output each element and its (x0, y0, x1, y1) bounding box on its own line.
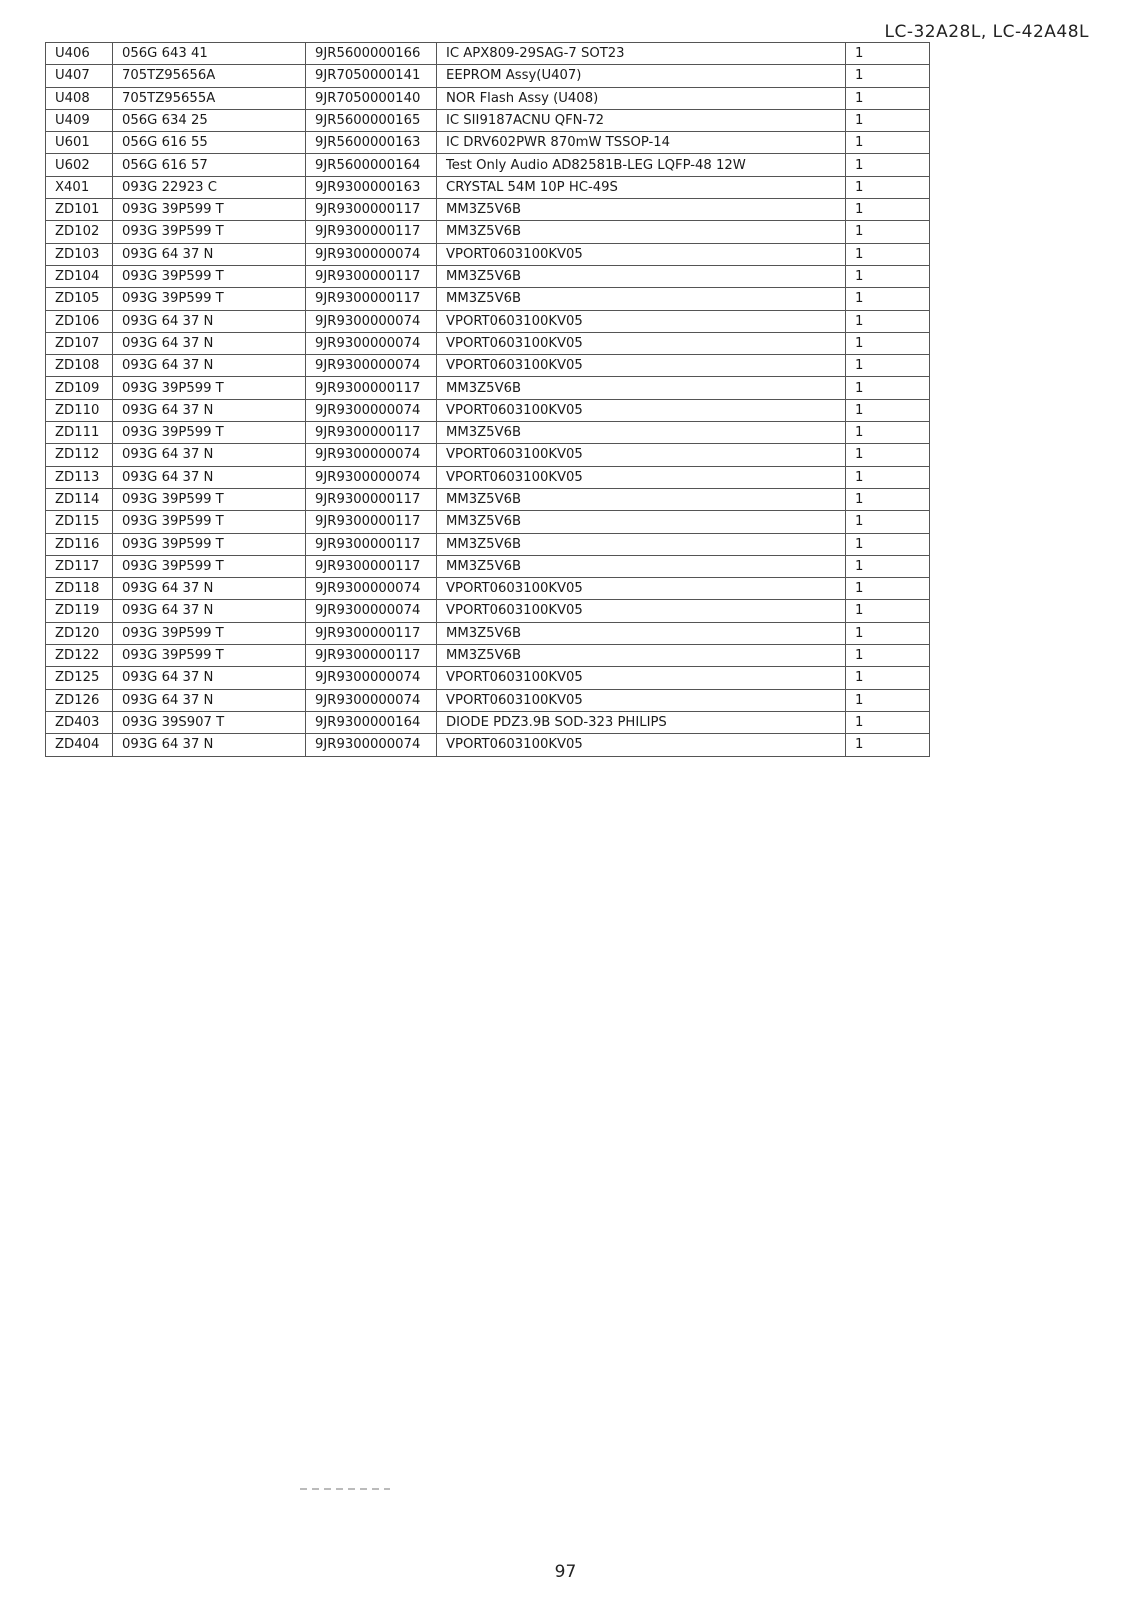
quantity-cell: 1 (846, 444, 930, 466)
description-cell: MM3Z5V6B (437, 533, 846, 555)
table-row (46, 667, 930, 689)
quantity-cell: 1 (846, 399, 930, 421)
quantity-cell: 1 (846, 734, 930, 756)
quantity-cell: 1 (846, 533, 930, 555)
table-row (46, 555, 930, 577)
service-code-cell: 9JR9300000074 (306, 310, 437, 332)
service-code-cell: 9JR9300000074 (306, 243, 437, 265)
part-number-cell: 093G 64 37 N (113, 243, 306, 265)
part-number-cell: 093G 39P599 T (113, 265, 306, 287)
ref-designator-cell: X401 (46, 176, 113, 198)
table-row (46, 533, 930, 555)
description-cell: VPORT0603100KV05 (437, 310, 846, 332)
table-row (46, 332, 930, 354)
table-row (46, 399, 930, 421)
part-number-cell: 705TZ95656A (113, 65, 306, 87)
table-row (46, 711, 930, 733)
service-code-cell: 9JR9300000074 (306, 444, 437, 466)
table-row (46, 734, 930, 756)
table-row (46, 132, 930, 154)
service-code-cell: 9JR5600000164 (306, 154, 437, 176)
ref-designator-cell: ZD122 (46, 645, 113, 667)
description-cell: MM3Z5V6B (437, 555, 846, 577)
service-code-cell: 9JR9300000117 (306, 377, 437, 399)
quantity-cell: 1 (846, 711, 930, 733)
quantity-cell: 1 (846, 645, 930, 667)
part-number-cell: 093G 39P599 T (113, 221, 306, 243)
description-cell: IC SII9187ACNU QFN-72 (437, 109, 846, 131)
description-cell: NOR Flash Assy (U408) (437, 87, 846, 109)
quantity-cell: 1 (846, 265, 930, 287)
service-code-cell: 9JR7050000140 (306, 87, 437, 109)
description-cell: DIODE PDZ3.9B SOD-323 PHILIPS (437, 711, 846, 733)
table-row (46, 488, 930, 510)
description-cell: MM3Z5V6B (437, 645, 846, 667)
quantity-cell: 1 (846, 65, 930, 87)
description-cell: MM3Z5V6B (437, 377, 846, 399)
service-code-cell: 9JR9300000163 (306, 176, 437, 198)
part-number-cell: 093G 64 37 N (113, 399, 306, 421)
ref-designator-cell: ZD102 (46, 221, 113, 243)
description-cell: VPORT0603100KV05 (437, 734, 846, 756)
ref-designator-cell: U406 (46, 43, 113, 65)
ref-designator-cell: ZD106 (46, 310, 113, 332)
parts-list-body (46, 43, 930, 757)
table-row (46, 645, 930, 667)
description-cell: VPORT0603100KV05 (437, 600, 846, 622)
table-row (46, 310, 930, 332)
quantity-cell: 1 (846, 622, 930, 644)
quantity-cell: 1 (846, 355, 930, 377)
quantity-cell: 1 (846, 511, 930, 533)
table-row (46, 65, 930, 87)
description-cell: MM3Z5V6B (437, 288, 846, 310)
ref-designator-cell: ZD116 (46, 533, 113, 555)
description-cell: MM3Z5V6B (437, 422, 846, 444)
table-row (46, 87, 930, 109)
quantity-cell: 1 (846, 199, 930, 221)
part-number-cell: 093G 39P599 T (113, 377, 306, 399)
service-code-cell: 9JR9300000074 (306, 734, 437, 756)
service-code-cell: 9JR9300000117 (306, 422, 437, 444)
service-code-cell: 9JR9300000117 (306, 488, 437, 510)
table-row (46, 43, 930, 65)
quantity-cell: 1 (846, 154, 930, 176)
ref-designator-cell: U601 (46, 132, 113, 154)
description-cell: MM3Z5V6B (437, 221, 846, 243)
ref-designator-cell: ZD111 (46, 422, 113, 444)
quantity-cell: 1 (846, 310, 930, 332)
table-row (46, 176, 930, 198)
quantity-cell: 1 (846, 221, 930, 243)
ref-designator-cell: ZD105 (46, 288, 113, 310)
description-cell: VPORT0603100KV05 (437, 332, 846, 354)
service-code-cell: 9JR9300000117 (306, 265, 437, 287)
ref-designator-cell: ZD403 (46, 711, 113, 733)
ref-designator-cell: ZD404 (46, 734, 113, 756)
table-row (46, 511, 930, 533)
quantity-cell: 1 (846, 600, 930, 622)
description-cell: VPORT0603100KV05 (437, 466, 846, 488)
part-number-cell: 093G 22923 C (113, 176, 306, 198)
part-number-cell: 705TZ95655A (113, 87, 306, 109)
ref-designator-cell: ZD118 (46, 578, 113, 600)
service-code-cell: 9JR9300000074 (306, 600, 437, 622)
quantity-cell: 1 (846, 132, 930, 154)
page-number: 97 (554, 1562, 577, 1582)
description-cell: MM3Z5V6B (437, 199, 846, 221)
description-cell: MM3Z5V6B (437, 622, 846, 644)
quantity-cell: 1 (846, 377, 930, 399)
model-header: LC-32A28L, LC-42A48L (884, 22, 1089, 42)
service-code-cell: 9JR9300000074 (306, 578, 437, 600)
service-code-cell: 9JR5600000163 (306, 132, 437, 154)
ref-designator-cell: ZD117 (46, 555, 113, 577)
quantity-cell: 1 (846, 43, 930, 65)
ref-designator-cell: U408 (46, 87, 113, 109)
table-row (46, 243, 930, 265)
part-number-cell: 093G 64 37 N (113, 310, 306, 332)
part-number-cell: 093G 39P599 T (113, 288, 306, 310)
part-number-cell: 093G 64 37 N (113, 466, 306, 488)
faded-scan-mark (300, 1488, 390, 1490)
part-number-cell: 093G 64 37 N (113, 734, 306, 756)
ref-designator-cell: ZD107 (46, 332, 113, 354)
quantity-cell: 1 (846, 332, 930, 354)
service-code-cell: 9JR9300000117 (306, 199, 437, 221)
part-number-cell: 056G 643 41 (113, 43, 306, 65)
service-code-cell: 9JR9300000117 (306, 533, 437, 555)
part-number-cell: 093G 39S907 T (113, 711, 306, 733)
description-cell: MM3Z5V6B (437, 488, 846, 510)
description-cell: CRYSTAL 54M 10P HC-49S (437, 176, 846, 198)
quantity-cell: 1 (846, 422, 930, 444)
table-row (46, 265, 930, 287)
description-cell: VPORT0603100KV05 (437, 667, 846, 689)
part-number-cell: 093G 39P599 T (113, 622, 306, 644)
table-row (46, 221, 930, 243)
table-row (46, 600, 930, 622)
table-row (46, 466, 930, 488)
description-cell: VPORT0603100KV05 (437, 243, 846, 265)
part-number-cell: 093G 39P599 T (113, 422, 306, 444)
service-code-cell: 9JR9300000164 (306, 711, 437, 733)
quantity-cell: 1 (846, 578, 930, 600)
ref-designator-cell: ZD108 (46, 355, 113, 377)
quantity-cell: 1 (846, 87, 930, 109)
table-row (46, 422, 930, 444)
ref-designator-cell: ZD126 (46, 689, 113, 711)
part-number-cell: 093G 64 37 N (113, 600, 306, 622)
table-row (46, 578, 930, 600)
quantity-cell: 1 (846, 176, 930, 198)
service-code-cell: 9JR9300000074 (306, 399, 437, 421)
service-code-cell: 9JR5600000166 (306, 43, 437, 65)
part-number-cell: 093G 39P599 T (113, 645, 306, 667)
ref-designator-cell: ZD114 (46, 488, 113, 510)
description-cell: VPORT0603100KV05 (437, 399, 846, 421)
service-code-cell: 9JR9300000074 (306, 689, 437, 711)
part-number-cell: 093G 39P599 T (113, 488, 306, 510)
description-cell: VPORT0603100KV05 (437, 689, 846, 711)
quantity-cell: 1 (846, 667, 930, 689)
description-cell: EEPROM Assy(U407) (437, 65, 846, 87)
quantity-cell: 1 (846, 689, 930, 711)
ref-designator-cell: ZD101 (46, 199, 113, 221)
service-code-cell: 9JR9300000074 (306, 667, 437, 689)
part-number-cell: 093G 39P599 T (113, 199, 306, 221)
service-code-cell: 9JR9300000074 (306, 355, 437, 377)
description-cell: VPORT0603100KV05 (437, 578, 846, 600)
table-row (46, 288, 930, 310)
part-number-cell: 093G 64 37 N (113, 444, 306, 466)
ref-designator-cell: ZD125 (46, 667, 113, 689)
service-code-cell: 9JR9300000117 (306, 645, 437, 667)
quantity-cell: 1 (846, 488, 930, 510)
table-row (46, 622, 930, 644)
ref-designator-cell: ZD109 (46, 377, 113, 399)
service-code-cell: 9JR9300000117 (306, 622, 437, 644)
part-number-cell: 093G 39P599 T (113, 511, 306, 533)
description-cell: IC APX809-29SAG-7 SOT23 (437, 43, 846, 65)
table-row (46, 444, 930, 466)
service-code-cell: 9JR9300000117 (306, 511, 437, 533)
service-code-cell: 9JR9300000074 (306, 466, 437, 488)
service-code-cell: 9JR9300000117 (306, 288, 437, 310)
ref-designator-cell: ZD112 (46, 444, 113, 466)
description-cell: VPORT0603100KV05 (437, 355, 846, 377)
service-code-cell: 9JR9300000117 (306, 221, 437, 243)
table-row (46, 689, 930, 711)
description-cell: IC DRV602PWR 870mW TSSOP-14 (437, 132, 846, 154)
service-code-cell: 9JR9300000074 (306, 332, 437, 354)
ref-designator-cell: ZD119 (46, 600, 113, 622)
ref-designator-cell: ZD103 (46, 243, 113, 265)
table-row (46, 199, 930, 221)
service-code-cell: 9JR7050000141 (306, 65, 437, 87)
table-row (46, 355, 930, 377)
parts-list-table (45, 42, 930, 757)
part-number-cell: 093G 64 37 N (113, 355, 306, 377)
part-number-cell: 056G 634 25 (113, 109, 306, 131)
part-number-cell: 093G 39P599 T (113, 555, 306, 577)
part-number-cell: 056G 616 55 (113, 132, 306, 154)
table-row (46, 154, 930, 176)
part-number-cell: 093G 64 37 N (113, 578, 306, 600)
description-cell: MM3Z5V6B (437, 265, 846, 287)
part-number-cell: 093G 39P599 T (113, 533, 306, 555)
service-code-cell: 9JR9300000117 (306, 555, 437, 577)
service-code-cell: 9JR5600000165 (306, 109, 437, 131)
ref-designator-cell: U602 (46, 154, 113, 176)
part-number-cell: 093G 64 37 N (113, 689, 306, 711)
ref-designator-cell: ZD120 (46, 622, 113, 644)
quantity-cell: 1 (846, 555, 930, 577)
quantity-cell: 1 (846, 466, 930, 488)
quantity-cell: 1 (846, 288, 930, 310)
quantity-cell: 1 (846, 243, 930, 265)
ref-designator-cell: U407 (46, 65, 113, 87)
quantity-cell: 1 (846, 109, 930, 131)
ref-designator-cell: ZD104 (46, 265, 113, 287)
ref-designator-cell: U409 (46, 109, 113, 131)
ref-designator-cell: ZD115 (46, 511, 113, 533)
ref-designator-cell: ZD113 (46, 466, 113, 488)
description-cell: MM3Z5V6B (437, 511, 846, 533)
table-row (46, 377, 930, 399)
ref-designator-cell: ZD110 (46, 399, 113, 421)
description-cell: Test Only Audio AD82581B-LEG LQFP-48 12W (437, 154, 846, 176)
part-number-cell: 093G 64 37 N (113, 332, 306, 354)
description-cell: VPORT0603100KV05 (437, 444, 846, 466)
part-number-cell: 056G 616 57 (113, 154, 306, 176)
table-row (46, 109, 930, 131)
part-number-cell: 093G 64 37 N (113, 667, 306, 689)
